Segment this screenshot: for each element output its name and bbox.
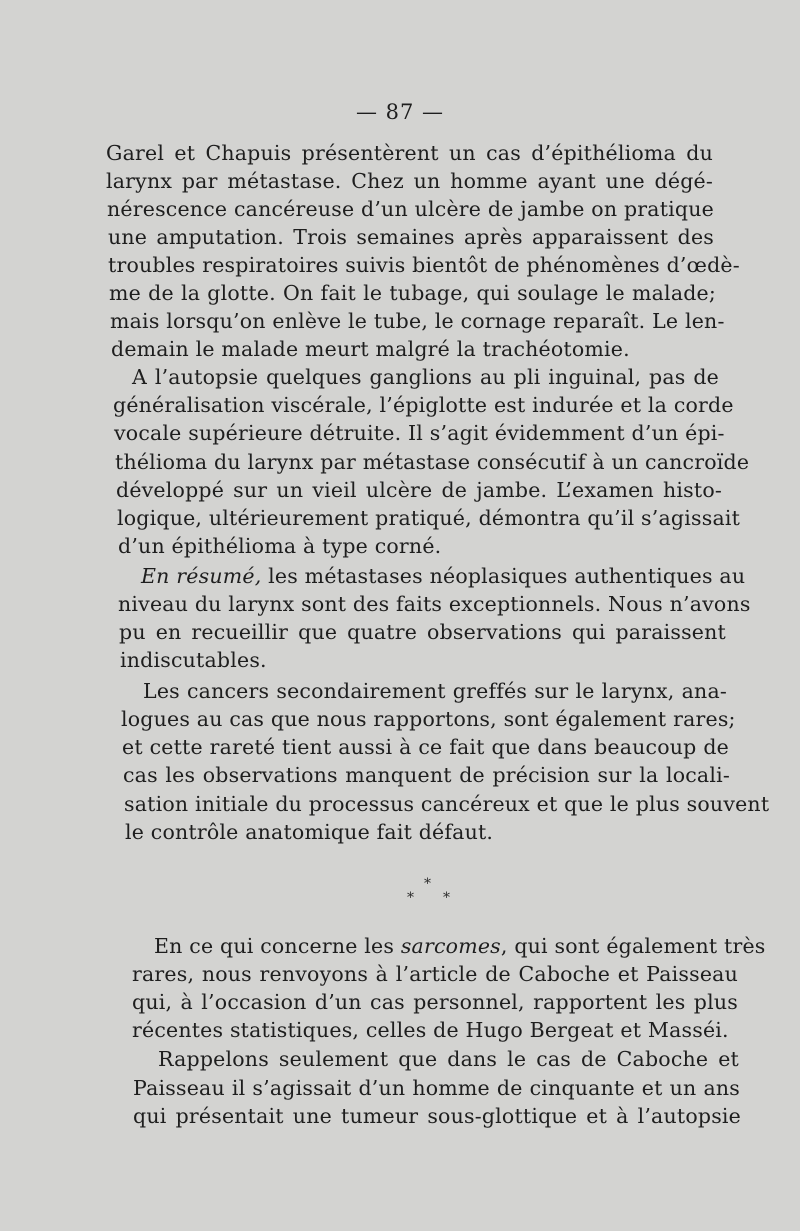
text-line: d’un épithélioma à type corné. [118, 534, 442, 558]
text-line: qui présentait une tumeur sous-glottique et à l’autopsie [133, 1104, 741, 1128]
sarcomes-post: , qui sont également très [500, 934, 766, 958]
text-line: A l’autopsie quelques ganglions au pli inguinal, pas de [132, 365, 719, 389]
text-line: Rappelons seulement que dans le cas de Caboche et [158, 1047, 739, 1071]
text-line: me de la glotte. On fait le tubage, qui soulage le malade; [109, 281, 716, 305]
text-line: logique, ultérieurement pratiqué, démontra qu’il s’agissait [117, 506, 741, 530]
text-line: thélioma du larynx par métastase consécutif à un cancroïde [115, 450, 750, 474]
asterisk-right: * [443, 890, 450, 906]
text-line: cas les observations manquent de précision sur la locali- [123, 763, 730, 787]
text-line: demain le malade meurt malgré la trachéotomie. [111, 337, 630, 361]
asterism-separator [390, 876, 460, 912]
resume-emphasis: En résumé, [141, 564, 262, 588]
text-line: sation initiale du processus cancéreux et que le plus souvent [124, 792, 770, 816]
text-line: rares, nous renvoyons à l’article de Caboche et Paisseau [132, 962, 738, 986]
text-line: vocale supérieure détruite. Il s’agit évidemment d’un épi- [114, 421, 725, 445]
text-line: Garel et Chapuis présentèrent un cas d’épithélioma du [106, 141, 713, 165]
text-line: larynx par métastase. Chez un homme ayant une dégé- [106, 169, 713, 193]
page-number: — 87 — [355, 100, 445, 124]
resume-line [141, 563, 746, 589]
sarcomes-pre: En ce qui concerne les [154, 934, 401, 958]
text-line: qui, à l’occasion d’un cas personnel, rapportent les plus [132, 990, 738, 1014]
text-line: Paisseau il s’agissait d’un homme de cinquante et un ans [133, 1076, 740, 1100]
text-line: niveau du larynx sont des faits exceptionnels. Nous n’avons [118, 592, 751, 616]
asterisk-top: * [424, 876, 431, 892]
text-line: indiscutables. [120, 648, 267, 672]
resume-text: les métastases néoplasiques authentiques au [261, 564, 746, 588]
text-line: généralisation viscérale, l’épiglotte est indurée et la corde [113, 393, 734, 417]
sarcomes-line [154, 933, 766, 959]
text-line: et cette rareté tient aussi à ce fait que dans beaucoup de [122, 735, 729, 759]
sarcomes-emphasis: sarcomes [400, 934, 501, 958]
text-line: troubles respiratoires suivis bientôt de phénomènes d’œdè- [108, 253, 740, 277]
text-line: mais lorsqu’on enlève le tube, le cornage reparaît. Le len- [110, 309, 725, 333]
text-line: développé sur un vieil ulcère de jambe. L’examen histo- [116, 478, 722, 502]
asterisk-left: * [407, 890, 414, 906]
text-line: le contrôle anatomique fait défaut. [125, 820, 494, 844]
text-line: récentes statistiques, celles de Hugo Bergeat et Masséi. [132, 1018, 729, 1042]
text-line: logues au cas que nous rapportons, sont également rares; [121, 707, 736, 731]
text-line: nérescence cancéreuse d’un ulcère de jambe on pratique [107, 197, 714, 221]
text-line: Les cancers secondairement greffés sur le larynx, ana- [143, 679, 727, 703]
text-line: pu en recueillir que quatre observations qui paraissent [119, 620, 726, 644]
text-line: une amputation. Trois semaines après apparaissent des [108, 225, 714, 249]
